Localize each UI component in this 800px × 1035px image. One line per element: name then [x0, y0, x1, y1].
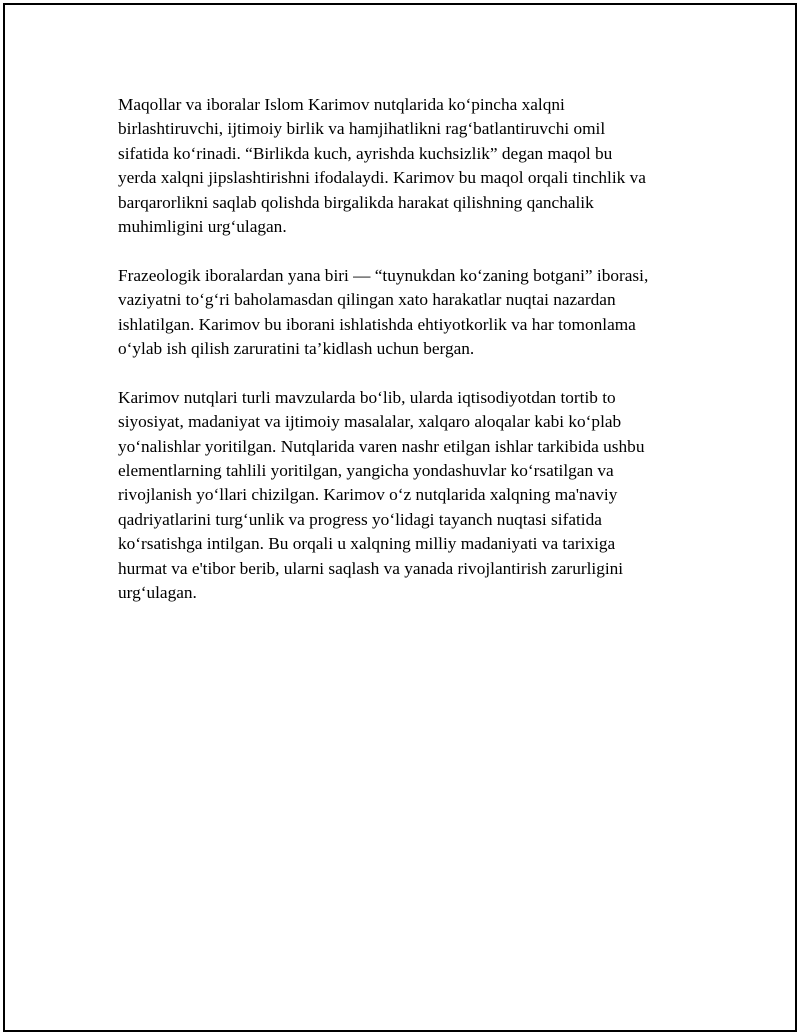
text-line: barqarorlikni saqlab qolishda birgalikda harakat qilishning qanchalik [118, 192, 594, 212]
text-line: ko‘rsatishga intilgan. Bu orqali u xalqning milliy madaniyati va tarixiga [118, 534, 616, 554]
paragraph-3 [118, 386, 698, 606]
text-line: urg‘ulagan. [118, 583, 197, 603]
paragraph-1 [118, 93, 698, 239]
text-line: Maqollar va iboralar Islom Karimov nutqlarida ko‘pincha xalqni [118, 95, 565, 114]
text-line: Karimov nutqlari turli mavzularda bo‘lib, ularda iqtisodiyotdan tortib to [118, 387, 616, 407]
document-body [118, 93, 698, 630]
text-line: qadriyatlarini turg‘unlik va progress yo‘lidagi tayanch nuqtasi sifatida [118, 509, 602, 529]
text-line: hurmat va e'tibor berib, ularni saqlash va yanada rivojlantirish zarurligini [118, 558, 624, 578]
text-line: yerda xalqni jipslashtirishni ifodalaydi. Karimov bu maqol orqali tinchlik va [118, 168, 646, 188]
text-line: siyosiyat, madaniyat va ijtimoiy masalalar, xalqaro aloqalar kabi ko‘plab [118, 412, 622, 432]
text-line: muhimligini urg‘ulagan. [118, 217, 287, 237]
text-line: vaziyatni to‘g‘ri baholamasdan qilingan xato harakatlar nuqtai nazardan [118, 290, 616, 310]
text-line: rivojlanish yo‘llari chizilgan. Karimov o‘z nutqlarida xalqning ma'naviy [118, 485, 618, 505]
text-line: elementlarning tahlili yoritilgan, yangicha yondashuvlar ko‘rsatilgan va [118, 461, 614, 481]
text-line: ishlatilgan. Karimov bu iborani ishlatishda ehtiyotkorlik va har tomonlama [118, 314, 636, 334]
text-line: Frazeologik iboralardan yana biri — “tuynukdan ko‘zaning botgani” iborasi, [118, 265, 649, 285]
text-line: o‘ylab ish qilish zaruratini ta’kidlash uchun bergan. [118, 339, 475, 359]
text-line: yo‘nalishlar yoritilgan. Nutqlarida varen nashr etilgan ishlar tarkibida ushbu [118, 436, 645, 456]
paragraph-2 [118, 264, 698, 362]
text-line: sifatida ko‘rinadi. “Birlikda kuch, ayrishda kuchsizlik” degan maqol bu [118, 143, 613, 163]
text-line: birlashtiruvchi, ijtimoiy birlik va hamjihatlikni rag‘batlantiruvchi omil [118, 119, 606, 139]
